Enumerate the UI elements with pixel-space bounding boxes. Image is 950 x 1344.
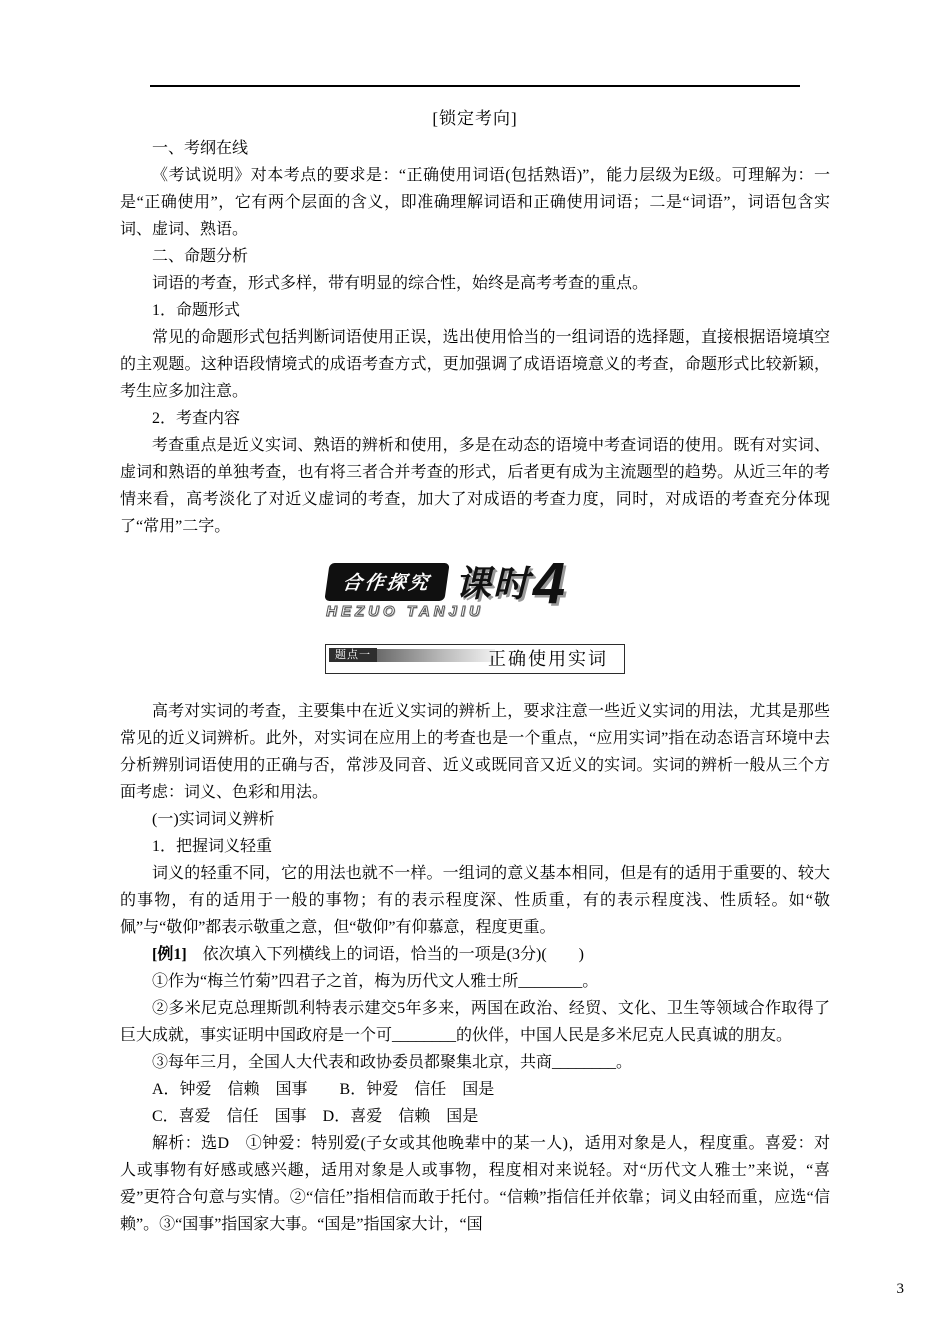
paragraph: 考查重点是近义实词、熟语的辨析和使用，多是在动态的语境中考查词语的使用。既有对实词、虚词和熟语的单独考查，也有将三者合并考查的形式，后者更有成为主流题型的趋势。从近三年的考情来看，高考淡化了对近义虚词的考查，加大了对成语的考查力度，同时，对成语的考查充分体现了“常用”二字。: [120, 437, 830, 535]
answer-options: A．钟爱 信赖 国事 B．钟爱 信任 国是: [152, 1081, 495, 1098]
section-heading: 一、考纲在线: [152, 140, 249, 157]
topic-gradient-bar: [377, 649, 495, 662]
sub-heading: 1．命题形式: [152, 302, 241, 319]
topic-label: 题点一: [329, 648, 377, 662]
header-rule: [150, 85, 800, 87]
topic-box: [325, 644, 625, 674]
topic-label-group: [329, 648, 495, 662]
banner-title: [454, 551, 568, 616]
section-heading: 二、命题分析: [152, 248, 249, 265]
example-item: ①作为“梅兰竹菊”四君子之首，梅为历代文人雅士所________。: [152, 973, 599, 990]
example-label: [例1]: [152, 946, 187, 963]
topic-title: 正确使用实词: [488, 649, 608, 669]
banner-title-number: 4: [532, 551, 568, 616]
page-title: [锁定考向]: [432, 109, 518, 128]
example-item: ②多米尼克总理斯凯利特表示建交5年多来，两国在政治、经贸、文化、卫生等领域合作取得了巨大成就，事实证明中国政府是一个可________的伙伴，中国人民是多米尼克人民真诚的朋友。: [120, 1000, 830, 1044]
answer-options: C．喜爱 信任 国事 D．喜爱 信赖 国是: [152, 1108, 479, 1125]
example-heading: [120, 941, 830, 968]
paragraph: 高考对实词的考查，主要集中在近义实词的辨析上，要求注意一些近义实词的用法，尤其是那些常见的近义词辨析。此外，对实词在应用上的考查也是一个重点，“应用实词”指在动态语言环境中去分析辨别词语使用的正确与否，常涉及同音、近义或既同音又近义的实词。实词的辨析一般从三个方面考虑：词义、色彩和用法。: [120, 703, 830, 801]
paragraph: 词义的轻重不同，它的用法也就不一样。一组词的意义基本相同，但是有的适用于重要的、较大的事物，有的适用于一般的事物；有的表示程度深、性质重，有的表示程度浅、性质轻。如“敬佩”与“敬仰”都表示敬重之意，但“敬仰”有仰慕意，程度更重。: [120, 865, 830, 936]
analysis-paragraph: 解析：选D ①钟爱：特别爱(子女或其他晚辈中的某一人)，适用对象是人，程度重。喜爱：对人或事物有好感或感兴趣，适用对象是人或事物，程度相对来说轻。对“历代文人雅士”来说，“喜爱”更符合句意与实情。②“信任”指相信而敢于托付。“信赖”指信任并依靠；词义由轻而重，应选“信赖”。③“国事”指国家大事。“国是”指国家大计，“国: [120, 1135, 830, 1233]
banner-subtitle: HEZUO TANJIU: [326, 603, 484, 620]
example-question: 依次填入下列横线上的词语，恰当的一项是(3分)( ): [186, 946, 584, 963]
example-item: ③每年三月，全国人大代表和政协委员都聚集北京，共商________。: [152, 1054, 633, 1071]
sub-heading: 2．考查内容: [152, 410, 241, 427]
page-number: 3: [896, 1281, 904, 1297]
banner-title-text: 课时: [454, 563, 531, 604]
sub-heading: 1．把握词义轻重: [152, 838, 273, 855]
paragraph: 常见的命题形式包括判断词语使用正误，选出使用恰当的一组词语的选择题，直接根据语境填空的主观题。这种语段情境式的成语考查方式，更加强调了成语语境意义的考查，命题形式比较新颖，考生应多加注意。: [120, 329, 830, 400]
section-heading: (一)实词词义辨析: [152, 811, 275, 828]
paragraph: 词语的考查，形式多样，带有明显的综合性，始终是高考考查的重点。: [152, 275, 649, 292]
banner-badge: 合作探究: [324, 563, 449, 601]
session-banner: [0, 551, 950, 620]
paragraph: 《考试说明》对本考点的要求是：“正确使用词语(包括熟语)”，能力层级为E级。可理解为：一是“正确使用”，它有两个层面的含义，即准确理解词语和正确使用词语；二是“词语”，词语包含实词、虚词、熟语。: [120, 167, 830, 238]
